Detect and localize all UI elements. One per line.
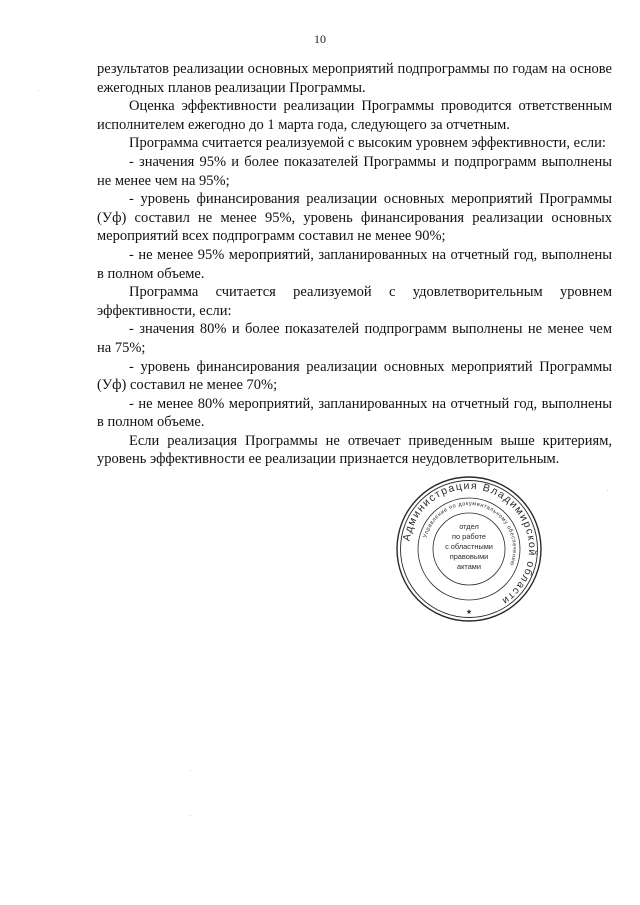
scan-speck xyxy=(607,490,608,491)
stamp-center-line: по работе xyxy=(452,532,486,541)
paragraph: Если реализация Программы не отвечает приведенным выше критериям, уровень эффективности ее реализации признается неудовлетворительным. xyxy=(97,432,612,468)
list-item: - значения 95% и более показателей Программы и подпрограмм выполнены не менее чем на 95%; xyxy=(97,153,612,189)
stamp-center-line: отдел xyxy=(459,522,479,531)
stamp-outer-textpath: Администрация Владимирской области xyxy=(400,479,539,608)
stamp-star-icon: ★ xyxy=(465,608,473,616)
scan-speck xyxy=(190,815,191,816)
paragraph: результатов реализации основных мероприятий подпрограммы по годам на основе ежегодных планов реализации Программы. xyxy=(97,61,612,96)
paragraph: Оценка эффективности реализации Программы проводится ответственным исполнителем ежегодно до 1 марта года, следующего за отчетным. xyxy=(97,98,612,133)
stamp-center-line: актами xyxy=(456,562,482,571)
list-item: - значения 80% и более показателей подпрограмм выполнены не менее чем на 75%; xyxy=(97,321,612,356)
document-body xyxy=(97,60,612,469)
stamp-center-line: правовыми xyxy=(449,552,489,561)
paragraph: Программа считается реализуемой с высоким уровнем эффективности, если: xyxy=(129,135,606,152)
list-item: - не менее 95% мероприятий, запланированных на отчетный год, выполнены в полном объеме. xyxy=(97,246,612,282)
scan-speck xyxy=(38,90,39,91)
paragraph: Программа считается реализуемой с удовлетворительным уровнем эффективности, если: xyxy=(97,284,612,319)
list-item: - не менее 80% мероприятий, запланированных на отчетный год, выполнены в полном объеме. xyxy=(97,395,612,431)
official-stamp xyxy=(394,474,544,624)
scan-speck xyxy=(190,770,191,771)
list-item: - уровень финансирования реализации основных мероприятий Программы (Уф) составил не менее 95%, уровень финансирования реализации основных мероприятий всех подпрограмм составил не менее 90%; xyxy=(97,191,612,245)
page-number: 10 xyxy=(314,32,326,46)
stamp-center-line: с областными xyxy=(445,542,493,551)
list-item: - уровень финансирования реализации основных мероприятий Программы (Уф) составил не менее 70%; xyxy=(97,358,612,394)
stamp-inner-textpath: Управление по документальному обеспечению xyxy=(422,500,518,567)
